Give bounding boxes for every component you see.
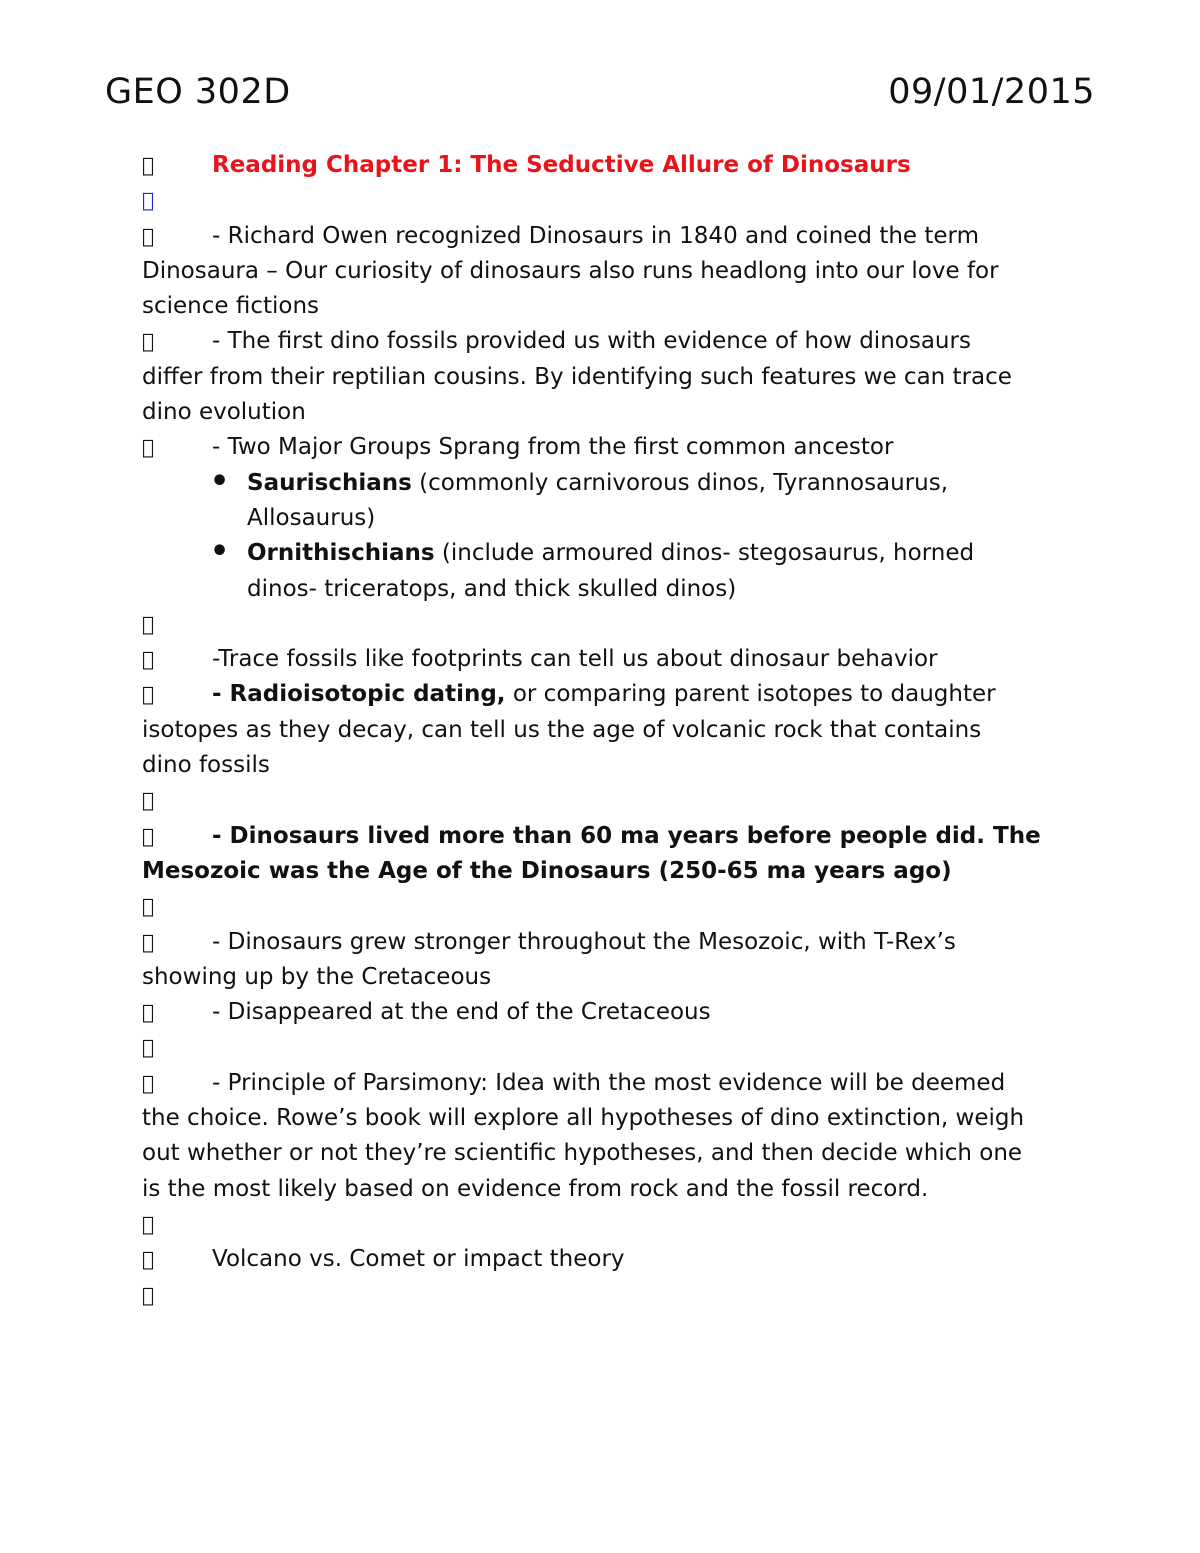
group-list bbox=[142, 466, 1072, 607]
note-line-volcano bbox=[142, 1242, 1072, 1277]
bullet-glyph-icon bbox=[142, 607, 212, 642]
note-line-cont bbox=[142, 395, 1072, 430]
note-line-cont bbox=[142, 713, 1072, 748]
list-item bbox=[142, 466, 1072, 537]
lecture-notes bbox=[142, 148, 1072, 1313]
note-line-empty bbox=[142, 889, 1072, 924]
note-line-title bbox=[142, 148, 1072, 183]
note-line-owen bbox=[142, 219, 1072, 254]
note-text: out whether or not they’re scientific hypotheses, and then decide which one bbox=[142, 1140, 1023, 1167]
note-text: showing up by the Cretaceous bbox=[142, 963, 492, 990]
group-term: Ornithischians bbox=[247, 540, 435, 567]
bullet-glyph-icon bbox=[142, 324, 212, 359]
bullet-glyph-icon bbox=[142, 819, 212, 854]
group-desc-cont: Allosaurus) bbox=[247, 504, 376, 531]
note-line-cont bbox=[142, 854, 1072, 889]
bullet-glyph-icon bbox=[142, 783, 212, 818]
note-line-empty bbox=[142, 1030, 1072, 1065]
note-text: dino evolution bbox=[142, 399, 306, 426]
note-text: Dinosaura – Our curiosity of dinosaurs also runs headlong into our love for bbox=[142, 257, 999, 284]
group-term: Saurischians bbox=[247, 469, 412, 496]
bullet-glyph-icon bbox=[142, 925, 212, 960]
note-text: differ from their reptilian cousins. By identifying such features we can trace bbox=[142, 363, 1012, 390]
note-text: - Richard Owen recognized Dinosaurs in 1840 and coined the term bbox=[212, 222, 980, 249]
note-text: Mesozoic was the Age of the Dinosaurs (250-65 ma years ago) bbox=[142, 857, 952, 884]
bullet-glyph-icon bbox=[142, 1030, 212, 1065]
note-term: - Radioisotopic dating, bbox=[212, 681, 506, 708]
note-text: - Principle of Parsimony: Idea with the most evidence will be deemed bbox=[212, 1069, 1006, 1096]
note-text: science fictions bbox=[142, 293, 320, 320]
note-line-empty bbox=[142, 1278, 1072, 1313]
bullet-glyph-icon bbox=[142, 889, 212, 924]
note-line-grew bbox=[142, 925, 1072, 960]
note-line-cont bbox=[142, 289, 1072, 324]
note-line-groups bbox=[142, 430, 1072, 465]
bullet-glyph-icon bbox=[142, 183, 212, 218]
note-text: -Trace fossils like footprints can tell us about dinosaur behavior bbox=[212, 646, 938, 673]
bullet-glyph-icon bbox=[142, 677, 212, 712]
note-line-lived bbox=[142, 819, 1072, 854]
note-line-cont bbox=[142, 1172, 1072, 1207]
list-item bbox=[142, 536, 1072, 607]
bullet-glyph-icon bbox=[142, 1066, 212, 1101]
group-desc-cont: dinos- triceratops, and thick skulled dinos) bbox=[247, 575, 737, 602]
bullet-glyph-icon bbox=[142, 219, 212, 254]
note-line-cont bbox=[142, 254, 1072, 289]
note-text: or comparing parent isotopes to daughter bbox=[505, 681, 996, 708]
note-text: - Dinosaurs lived more than 60 ma years before people did. The bbox=[212, 822, 1041, 849]
note-text: - Two Major Groups Sprang from the first common ancestor bbox=[212, 434, 894, 461]
note-text: - The first dino fossils provided us with evidence of how dinosaurs bbox=[212, 328, 971, 355]
bullet-glyph-icon bbox=[142, 1242, 212, 1277]
note-line-trace bbox=[142, 642, 1072, 677]
group-desc: (include armoured dinos- stegosaurus, horned bbox=[434, 540, 975, 567]
note-text: - Disappeared at the end of the Cretaceous bbox=[212, 999, 711, 1026]
chapter-title: Reading Chapter 1: The Seductive Allure of Dinosaurs bbox=[212, 152, 911, 178]
note-line-cont bbox=[142, 1136, 1072, 1171]
note-line-empty bbox=[142, 1207, 1072, 1242]
note-line-cont bbox=[142, 960, 1072, 995]
note-line-empty bbox=[142, 607, 1072, 642]
note-text: - Dinosaurs grew stronger throughout the Mesozoic, with T-Rex’s bbox=[212, 928, 956, 955]
note-line-empty bbox=[142, 783, 1072, 818]
note-line-cont bbox=[142, 1101, 1072, 1136]
bullet-glyph-icon bbox=[142, 1278, 212, 1313]
note-line-disappeared bbox=[142, 995, 1072, 1030]
note-line-first bbox=[142, 324, 1072, 359]
note-text: the choice. Rowe’s book will explore all hypotheses of dino extinction, weigh bbox=[142, 1105, 1025, 1132]
document-header bbox=[105, 72, 1095, 120]
note-line-empty bbox=[142, 183, 1072, 218]
course-code: GEO 302D bbox=[105, 72, 291, 112]
note-line-radio bbox=[142, 677, 1072, 712]
bullet-glyph-icon bbox=[142, 430, 212, 465]
bullet-glyph-icon bbox=[142, 1207, 212, 1242]
note-line-cont bbox=[142, 360, 1072, 395]
bullet-glyph-icon bbox=[142, 148, 212, 183]
note-text: is the most likely based on evidence from rock and the fossil record. bbox=[142, 1175, 929, 1202]
bullet-glyph-icon bbox=[142, 642, 212, 677]
note-text: Volcano vs. Comet or impact theory bbox=[212, 1246, 625, 1273]
note-text: dino fossils bbox=[142, 752, 270, 779]
bullet-glyph-icon bbox=[142, 995, 212, 1030]
note-line-cont bbox=[142, 748, 1072, 783]
note-date: 09/01/2015 bbox=[888, 72, 1095, 112]
group-desc: (commonly carnivorous dinos, Tyrannosaurus, bbox=[411, 469, 949, 496]
note-line-parsimony bbox=[142, 1066, 1072, 1101]
note-text: isotopes as they decay, can tell us the age of volcanic rock that contains bbox=[142, 716, 982, 743]
